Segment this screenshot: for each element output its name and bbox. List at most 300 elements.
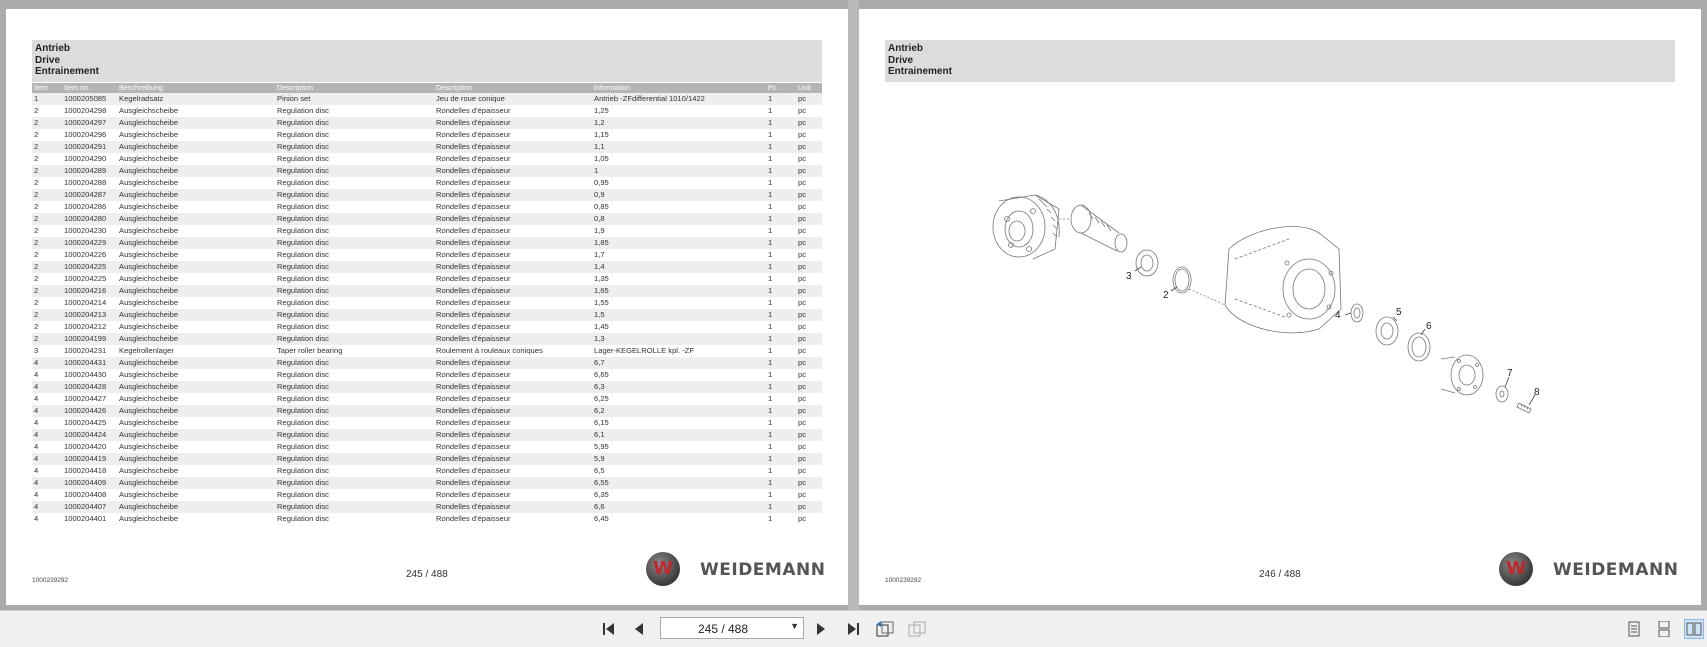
cell-item: 2	[34, 274, 39, 283]
cell-item: 4	[32, 405, 62, 417]
last-page-icon	[845, 621, 861, 637]
cell-description-en: Regulation disc	[277, 418, 329, 427]
cell-unit: pc	[798, 322, 807, 331]
cell-description-fr: Rondelles d'épaisseur	[436, 514, 511, 523]
page-number-label: 246 / 488	[1259, 569, 1301, 580]
two-page-view-button[interactable]	[1684, 619, 1704, 639]
cell-unit: pc	[798, 154, 807, 163]
cell-description-en: Regulation disc	[277, 202, 329, 211]
cell-description-en: Regulation disc	[275, 309, 434, 321]
table-row	[32, 405, 822, 417]
cell-information: 1,05	[594, 154, 609, 163]
cell-item-no: 1000204291	[62, 141, 117, 153]
two-page-view-icon	[1686, 621, 1702, 637]
cell-description-fr: Roulement à rouleaux coniques	[436, 346, 543, 355]
table-row	[32, 321, 822, 333]
cell-description-fr: Rondelles d'épaisseur	[436, 202, 511, 211]
cell-unit: pc	[798, 394, 807, 403]
cell-description-fr: Rondelles d'épaisseur	[434, 261, 592, 273]
table-row	[32, 429, 822, 441]
cell-description-fr: Rondelles d'épaisseur	[436, 178, 511, 187]
cell-unit: pc	[798, 202, 807, 211]
cell-item: 2	[32, 237, 62, 249]
cell-unit: pc	[796, 429, 822, 441]
cell-beschreibung: Ausgleichscheibe	[117, 309, 275, 321]
cell-item-no: 1000204199	[62, 333, 117, 345]
cell-pc: 1	[768, 514, 773, 523]
table-row	[32, 285, 822, 297]
cell-pc: 1	[766, 237, 796, 249]
cell-beschreibung: Ausgleichscheibe	[119, 178, 179, 187]
cell-information: 6,25	[594, 394, 609, 403]
table-row	[32, 309, 822, 321]
cell-beschreibung: Ausgleichscheibe	[117, 117, 275, 129]
cell-description-en: Regulation disc	[277, 178, 329, 187]
crown-gear-drawing	[993, 195, 1059, 259]
cell-information: 1,25	[594, 106, 609, 115]
cell-pc: 1	[768, 394, 773, 403]
cell-item-no: 1000204290	[64, 154, 107, 163]
callout-7: 7	[1507, 368, 1513, 379]
cell-unit: pc	[796, 117, 822, 129]
cell-description-en: Regulation disc	[275, 117, 434, 129]
single-page-view-icon	[1627, 621, 1641, 637]
cell-information: 5,95	[594, 442, 609, 451]
cell-description-fr: Rondelles d'épaisseur	[434, 213, 592, 225]
cell-beschreibung: Ausgleichscheibe	[117, 381, 275, 393]
header-en: Drive	[35, 54, 61, 66]
cell-description-en: Regulation disc	[277, 250, 329, 259]
cell-description-en: Regulation disc	[275, 237, 434, 249]
cell-item-no: 1000204230	[64, 226, 107, 235]
logo-emblem	[646, 552, 680, 586]
table-row	[32, 237, 822, 249]
cell-unit: pc	[796, 189, 822, 201]
table-row	[32, 177, 822, 189]
cell-item: 2	[32, 141, 62, 153]
cell-beschreibung: Ausgleichscheibe	[119, 298, 179, 307]
prev-page-icon	[632, 621, 646, 637]
cell-item: 2	[34, 202, 39, 211]
cell-unit: pc	[796, 261, 822, 273]
cell-pc: 1	[768, 418, 773, 427]
weidemann-logo	[1499, 552, 1679, 590]
cell-pc: 1	[768, 178, 773, 187]
cell-information: 1,55	[594, 298, 609, 307]
cell-information: 6,35	[594, 490, 609, 499]
table-row	[32, 189, 822, 201]
cell-beschreibung: Ausgleichscheibe	[119, 442, 179, 451]
document-number: 1000239292	[32, 577, 69, 584]
cell-item: 2	[34, 106, 39, 115]
cell-item-no: 1000204408	[64, 490, 107, 499]
cell-information: Lager-KEGELROLLE kpl. -ZF	[594, 346, 695, 355]
cell-beschreibung: Ausgleichscheibe	[117, 141, 275, 153]
cell-information: 1,5	[592, 309, 766, 321]
cell-description-en: Regulation disc	[277, 274, 329, 283]
logo-letter: W	[1506, 558, 1526, 579]
page-245	[6, 9, 848, 605]
cell-information: 1,9	[594, 226, 605, 235]
cell-item-no: 1000204401	[64, 514, 107, 523]
cell-beschreibung: Ausgleichscheibe	[119, 370, 179, 379]
cell-pc: 1	[768, 298, 773, 307]
seal-ring-6	[1408, 333, 1430, 361]
cell-description-en: Regulation disc	[275, 453, 434, 465]
parts-table-body	[32, 93, 822, 525]
cell-pc: 1	[766, 477, 796, 489]
cell-beschreibung: Ausgleichscheibe	[119, 226, 179, 235]
cell-item: 4	[32, 501, 62, 513]
cell-description-en: Pinion set	[275, 93, 434, 105]
last-page-button[interactable]	[842, 619, 864, 639]
next-page-icon	[814, 621, 828, 637]
cell-beschreibung: Ausgleichscheibe	[119, 130, 179, 139]
axle-housing-drawing	[1189, 226, 1341, 332]
cell-unit: pc	[798, 370, 807, 379]
header-fr: Entrainement	[35, 66, 99, 77]
cell-description-en: Regulation disc	[277, 226, 329, 235]
cell-item: 4	[34, 514, 39, 523]
cell-pc: 1	[766, 429, 796, 441]
page-number-field[interactable]	[660, 617, 804, 639]
cell-beschreibung: Ausgleichscheibe	[119, 394, 179, 403]
cell-pc: 1	[766, 357, 796, 369]
cell-description-en: Regulation disc	[277, 442, 329, 451]
cell-item-no: 1000204214	[64, 298, 107, 307]
document-number: 1000239292	[885, 577, 922, 584]
callout-4: 4	[1335, 310, 1341, 321]
table-row	[32, 513, 822, 525]
next-page-button[interactable]	[810, 619, 832, 639]
cell-unit: pc	[798, 418, 807, 427]
cell-information: 6,55	[592, 477, 766, 489]
cell-item-no: 1000204225	[62, 261, 117, 273]
table-row	[32, 213, 822, 225]
cell-pc: 1	[768, 130, 773, 139]
cell-description-fr: Rondelles d'épaisseur	[436, 490, 511, 499]
cell-description-en: Regulation disc	[277, 394, 329, 403]
cell-pc: 1	[768, 106, 773, 115]
cell-unit: pc	[798, 466, 807, 475]
cell-item: 4	[34, 442, 39, 451]
cell-item: 2	[34, 226, 39, 235]
cell-description-en: Regulation disc	[277, 370, 329, 379]
cell-pc: 1	[766, 453, 796, 465]
cell-description-en: Regulation disc	[277, 154, 329, 163]
cell-pc: 1	[766, 189, 796, 201]
cell-unit: pc	[796, 165, 822, 177]
cell-description-fr: Rondelles d'épaisseur	[434, 381, 592, 393]
table-row	[32, 393, 822, 405]
cell-description-fr: Rondelles d'épaisseur	[436, 274, 511, 283]
cell-item: 2	[34, 322, 39, 331]
cell-beschreibung: Ausgleichscheibe	[119, 274, 179, 283]
table-row	[32, 345, 822, 357]
cell-information: 1,7	[594, 250, 605, 259]
parts-table	[32, 83, 822, 525]
cell-description-fr: Rondelles d'épaisseur	[434, 141, 592, 153]
cell-beschreibung: Ausgleichscheibe	[119, 154, 179, 163]
cell-pc: 1	[766, 501, 796, 513]
col-description-en: Description	[275, 83, 434, 93]
cell-item: 4	[34, 370, 39, 379]
cell-pc: 1	[766, 381, 796, 393]
cell-beschreibung: Ausgleichscheibe	[117, 333, 275, 345]
cell-item: 2	[32, 165, 62, 177]
table-row	[32, 417, 822, 429]
first-page-icon	[601, 621, 617, 637]
col-beschreibung: Beschreibung	[117, 83, 275, 93]
section-header	[32, 40, 822, 82]
cell-beschreibung: Ausgleichscheibe	[119, 202, 179, 211]
page-number-input[interactable]	[661, 618, 785, 640]
table-row	[32, 261, 822, 273]
cell-description-fr: Rondelles d'épaisseur	[434, 309, 592, 321]
table-row	[32, 141, 822, 153]
cell-information: 6,45	[594, 514, 609, 523]
cell-unit: pc	[798, 250, 807, 259]
logo-wordmark: WEIDEMANN	[1553, 560, 1679, 580]
cell-information: 0,9	[592, 189, 766, 201]
cell-item: 4	[32, 381, 62, 393]
cell-information: 0,85	[594, 202, 609, 211]
exploded-drivetrain-diagram	[989, 189, 1549, 439]
cell-pc: 1	[768, 490, 773, 499]
cell-description-en: Regulation disc	[277, 322, 329, 331]
continuous-view-icon	[1657, 621, 1671, 637]
cell-item: 2	[32, 189, 62, 201]
cell-pc: 1	[768, 154, 773, 163]
taper-bearing-5	[1376, 317, 1398, 345]
cell-beschreibung: Ausgleichscheibe	[117, 285, 275, 297]
cell-information: 1,85	[592, 237, 766, 249]
cell-item-no: 1000204287	[62, 189, 117, 201]
cell-pc: 1	[766, 261, 796, 273]
cell-item: 4	[32, 357, 62, 369]
cell-unit: pc	[798, 178, 807, 187]
callout-5: 5	[1396, 307, 1402, 318]
table-row	[32, 477, 822, 489]
table-row	[32, 369, 822, 381]
cell-information: 6,6	[592, 501, 766, 513]
back-view-icon	[875, 620, 895, 638]
cell-description-en: Regulation disc	[275, 333, 434, 345]
cell-beschreibung: Ausgleichscheibe	[117, 357, 275, 369]
cell-description-en: Regulation disc	[277, 514, 329, 523]
header-de: Antrieb	[35, 43, 70, 54]
cell-item: 2	[34, 130, 39, 139]
cell-item: 2	[32, 261, 62, 273]
cell-unit: pc	[798, 514, 807, 523]
cell-description-fr: Rondelles d'épaisseur	[434, 405, 592, 417]
cell-description-fr: Rondelles d'épaisseur	[434, 117, 592, 129]
cell-item: 3	[34, 346, 39, 355]
cell-item: 4	[34, 490, 39, 499]
cell-item: 2	[34, 298, 39, 307]
cell-description-fr: Rondelles d'épaisseur	[434, 189, 592, 201]
weidemann-logo	[646, 552, 826, 590]
cell-unit: pc	[796, 453, 822, 465]
cell-beschreibung: Ausgleichscheibe	[119, 250, 179, 259]
forward-view-button[interactable]	[906, 619, 928, 639]
table-row	[32, 333, 822, 345]
cell-information: 6,15	[594, 418, 609, 427]
cell-beschreibung: Ausgleichscheibe	[117, 453, 275, 465]
cell-unit: pc	[798, 298, 807, 307]
cell-item: 2	[32, 117, 62, 129]
cell-item: 4	[32, 453, 62, 465]
cell-description-en: Regulation disc	[275, 189, 434, 201]
cell-beschreibung: Ausgleichscheibe	[119, 418, 179, 427]
callout-2: 2	[1163, 290, 1169, 301]
cell-item-no: 1000204297	[62, 117, 117, 129]
cell-description-en: Regulation disc	[277, 130, 329, 139]
cell-information: 5,9	[592, 453, 766, 465]
cell-item-no: 1000204409	[62, 477, 117, 489]
cell-item-no: 1000204229	[62, 237, 117, 249]
cell-item: 4	[34, 394, 39, 403]
cell-item: 4	[34, 466, 39, 475]
cell-information: 1,3	[592, 333, 766, 345]
cell-item-no: 1000204418	[64, 466, 107, 475]
cell-unit: pc	[798, 106, 807, 115]
cell-information: 1,2	[592, 117, 766, 129]
cell-description-fr: Rondelles d'épaisseur	[436, 418, 511, 427]
cell-unit: pc	[796, 477, 822, 489]
cell-item: 2	[34, 154, 39, 163]
cell-description-en: Regulation disc	[275, 429, 434, 441]
cell-item-no: 1000204419	[62, 453, 117, 465]
cell-unit: pc	[796, 237, 822, 249]
table-row	[32, 105, 822, 117]
cell-unit: pc	[798, 130, 807, 139]
col-item: Item	[32, 83, 62, 93]
single-page-view-button[interactable]	[1624, 619, 1644, 639]
cell-item: 2	[34, 178, 39, 187]
regulation-disc-4	[1351, 304, 1363, 322]
cell-description-fr: Rondelles d'épaisseur	[436, 226, 511, 235]
cell-description-fr: Rondelles d'épaisseur	[434, 333, 592, 345]
cell-item-no: 1000204286	[64, 202, 107, 211]
cell-item: 4	[32, 429, 62, 441]
cell-information: 1,35	[594, 274, 609, 283]
callout-3: 3	[1126, 271, 1132, 282]
cell-unit: pc	[796, 333, 822, 345]
cell-information: 6,2	[592, 405, 766, 417]
cell-item-no: 1000204407	[62, 501, 117, 513]
cell-description-fr: Rondelles d'épaisseur	[436, 466, 511, 475]
cell-item: 2	[32, 333, 62, 345]
cell-information: 1,65	[592, 285, 766, 297]
page-number-label: 245 / 488	[406, 569, 448, 580]
cell-unit: pc	[796, 93, 822, 105]
cell-description-en: Regulation disc	[275, 285, 434, 297]
cell-information: 0,8	[592, 213, 766, 225]
cell-unit: pc	[796, 381, 822, 393]
cell-information: 1	[592, 165, 766, 177]
cell-unit: pc	[798, 490, 807, 499]
table-row	[32, 273, 822, 285]
cell-item-no: 1000204428	[62, 381, 117, 393]
cell-description-en: Regulation disc	[275, 165, 434, 177]
table-row	[32, 153, 822, 165]
cell-beschreibung: Ausgleichscheibe	[119, 466, 179, 475]
cell-item-no: 1000204298	[64, 106, 107, 115]
section-header	[885, 40, 1675, 82]
washer-7	[1496, 386, 1508, 402]
cell-description-fr: Rondelles d'épaisseur	[436, 154, 511, 163]
cell-beschreibung: Ausgleichscheibe	[117, 429, 275, 441]
cell-pc: 1	[766, 117, 796, 129]
cell-description-en: Regulation disc	[275, 261, 434, 273]
cell-description-fr: Rondelles d'épaisseur	[434, 453, 592, 465]
cell-information: 0,95	[594, 178, 609, 187]
cell-pc: 1	[766, 405, 796, 417]
cell-description-fr: Rondelles d'épaisseur	[436, 106, 511, 115]
cell-item: 4	[34, 418, 39, 427]
cell-pc: 1	[766, 309, 796, 321]
cell-unit: pc	[796, 501, 822, 513]
cell-item: 2	[32, 309, 62, 321]
cell-item: 2	[32, 285, 62, 297]
cell-beschreibung: Kegelradsatz	[117, 93, 275, 105]
cell-item: 2	[32, 213, 62, 225]
previous-page-button[interactable]	[628, 619, 650, 639]
cell-description-fr: Rondelles d'épaisseur	[434, 429, 592, 441]
cell-information: 1,15	[594, 130, 609, 139]
cell-description-fr: Rondelles d'épaisseur	[434, 165, 592, 177]
cell-beschreibung: Kegelrollenlager	[119, 346, 174, 355]
cell-item-no: 1000205085	[62, 93, 117, 105]
cell-information: 6,5	[594, 466, 605, 475]
cell-item: 4	[32, 477, 62, 489]
forward-view-icon	[907, 620, 927, 638]
first-page-button[interactable]	[598, 619, 620, 639]
cell-pc: 1	[768, 466, 773, 475]
regulation-disc-2	[1173, 267, 1191, 293]
cell-beschreibung: Ausgleichscheibe	[117, 477, 275, 489]
continuous-view-button[interactable]	[1654, 619, 1674, 639]
cell-pc: 1	[768, 226, 773, 235]
cell-description-en: Regulation disc	[275, 501, 434, 513]
back-view-button[interactable]	[874, 619, 896, 639]
cell-description-en: Regulation disc	[275, 213, 434, 225]
viewer-toolbar	[0, 610, 1707, 647]
table-row	[32, 453, 822, 465]
cell-information: 6,3	[592, 381, 766, 393]
callout-8: 8	[1534, 387, 1540, 398]
cell-pc: 1	[766, 93, 796, 105]
table-header-row	[32, 83, 822, 93]
cell-unit: pc	[796, 213, 822, 225]
cell-item-no: 1000204426	[62, 405, 117, 417]
col-description-fr: Description	[434, 83, 592, 93]
cell-item-no: 1000204216	[62, 285, 117, 297]
cell-item-no: 1000204213	[62, 309, 117, 321]
cell-item-no: 1000204231	[64, 346, 107, 355]
logo-wordmark: WEIDEMANN	[700, 560, 826, 580]
cell-beschreibung: Ausgleichscheibe	[119, 322, 179, 331]
cell-pc: 1	[768, 346, 773, 355]
cell-pc: 1	[766, 285, 796, 297]
cell-unit: pc	[796, 357, 822, 369]
cell-pc: 1	[768, 202, 773, 211]
cell-beschreibung: Ausgleichscheibe	[117, 189, 275, 201]
table-row	[32, 225, 822, 237]
chevron-down-icon[interactable]: ▼	[790, 621, 799, 631]
cell-beschreibung: Ausgleichscheibe	[119, 490, 179, 499]
